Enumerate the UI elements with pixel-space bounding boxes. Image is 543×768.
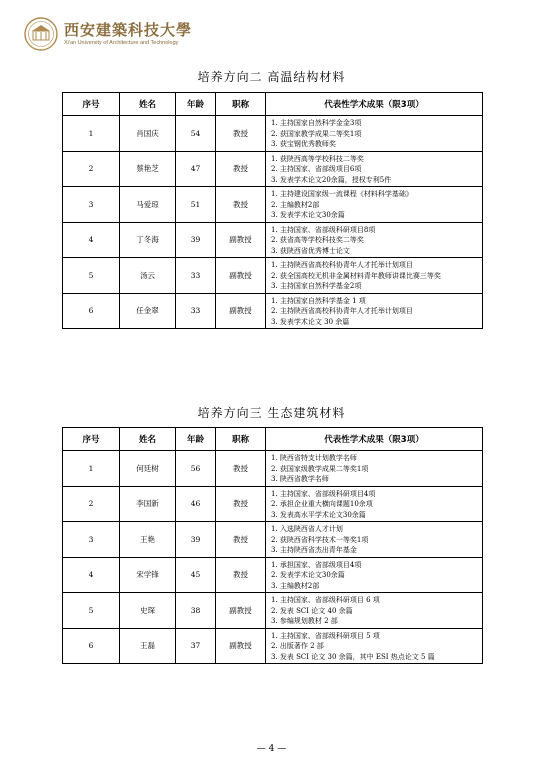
achievement-item: 1. 主持国家、省部级科研项目8项 [271,225,376,234]
column-header-number: 序号 [63,93,120,116]
column-header-name: 姓名 [120,428,176,451]
cell-title: 教授 [216,557,266,593]
cell-achievements [266,522,483,558]
achievement-item: 3. 主持国家自然科学基金2项 [271,282,362,290]
table-header-row [63,93,483,116]
cell-achievements [266,222,483,258]
table-header-row [63,428,483,451]
cell-achievements [266,593,483,629]
cell-name: 王磊 [120,628,176,664]
achievement-item: 3. 发表学术论文30余篇 [271,211,345,219]
cell-name: 马爱琼 [120,187,176,223]
university-header [24,14,192,54]
achievement-item: 3. 陕西省教学名师 [271,475,329,483]
achievement-item: 1. 主持国家自然科学金金3项 [271,119,362,127]
cell-age: 37 [176,628,216,664]
university-name: 西安建築科技大學 [64,21,193,39]
achievement-item: 3. 发表学术论文20余篇，授权专利5件 [271,175,392,184]
achievement-item: 3. 发表 SCI 论文 30 余篇，其中 ESI 热点论文 5 篇 [271,652,435,661]
cell-number: 2 [63,486,120,522]
table-row [63,187,483,223]
table-row [63,222,483,258]
achievement-item: 2. 主编教材2部 [271,200,320,209]
cell-age: 38 [176,593,216,629]
university-name-en: Xi'an University of Architecture and Technology [64,40,179,46]
achievement-item: 3. 主持陕西省杰出青年基金 [271,546,357,554]
table-row [63,151,483,187]
cell-number: 6 [63,628,120,664]
cell-number: 4 [63,557,120,593]
column-header-title: 职称 [216,428,266,451]
cell-age: 47 [176,151,216,187]
cell-name: 任金翠 [120,293,176,329]
cell-number: 3 [63,187,120,223]
cell-name: 王艳 [120,522,176,558]
column-header-name: 姓名 [120,93,176,116]
cell-title: 教授 [216,451,266,487]
achievement-item: 2. 获陕西省科学技术一等奖1项 [271,535,369,544]
table-row [63,486,483,522]
achievement-item: 1. 主持国家、省部级科研项目 5 项 [271,631,380,640]
column-header-achievements: 代表性学术成果（限3项） [266,93,483,116]
cell-age: 51 [176,187,216,223]
table-row [63,522,483,558]
achievement-item: 2. 获国家级教学成果二等奖1项 [271,464,369,473]
cell-age: 56 [176,451,216,487]
achievement-item: 1. 主持陕西省高校科协青年人才托举计划项目 [271,261,413,269]
cell-achievements [266,557,483,593]
cell-achievements [266,486,483,522]
achievement-item: 3. 获陕西省优秀博士论文 [271,246,350,255]
cell-age: 39 [176,222,216,258]
cell-number: 5 [63,258,120,294]
cell-achievements [266,151,483,187]
achievement-item: 1. 入选陕西省人才计划 [271,525,343,533]
column-header-age: 年龄 [176,428,216,451]
table-row [63,593,483,629]
cell-name: 何廷树 [120,451,176,487]
cell-title: 教授 [216,151,266,187]
achievement-item: 3. 主编教材2部 [271,581,320,590]
cell-age: 39 [176,522,216,558]
cell-number: 1 [63,451,120,487]
achievement-item: 2. 主持陕西省高校科协青年人才托举计划项目 [271,307,413,315]
achievement-item: 1. 主持建设国家级一流课程《材料科学基础》 [271,190,413,198]
achievement-item: 2. 发表学术论文30余篇 [271,571,345,579]
achievement-item: 2. 承担企业重大横向课题10余项 [271,500,373,508]
cell-name: 蔡艳芝 [120,151,176,187]
cell-name: 肖国庆 [120,116,176,152]
table-row [63,258,483,294]
achievement-item: 2. 获全国高校无机非金属材料青年教师讲课比赛三等奖 [271,271,441,280]
cell-name: 宋学锋 [120,557,176,593]
achievement-item: 3. 发表学术论文 30 余篇 [271,317,350,326]
cell-age: 54 [176,116,216,152]
page-number: — 4 — [256,744,287,754]
cell-title: 教授 [216,522,266,558]
cell-number: 1 [63,116,120,152]
section-title: 培养方向二 高温结构材料 [197,70,346,84]
achievement-item: 1. 承担国家、省部级项目4项 [271,560,362,569]
section-title: 培养方向三 生态建筑材料 [197,406,346,420]
cell-name: 李国新 [120,486,176,522]
table-row [63,628,483,664]
column-header-age: 年龄 [176,93,216,116]
cell-number: 2 [63,151,120,187]
column-header-title: 职称 [216,93,266,116]
cell-achievements [266,116,483,152]
table-row [63,293,483,329]
cell-title: 副教授 [216,258,266,294]
cell-achievements [266,451,483,487]
cell-age: 33 [176,293,216,329]
cell-age: 46 [176,486,216,522]
achievement-item: 1. 获陕西高等学校科技二等奖 [271,154,364,163]
cell-age: 33 [176,258,216,294]
cell-achievements [266,258,483,294]
cell-achievements [266,628,483,664]
cell-number: 6 [63,293,120,329]
cell-number: 3 [63,522,120,558]
cell-achievements [266,187,483,223]
achievement-item: 3. 获宝钢优秀教师奖 [271,140,336,148]
table-row [63,116,483,152]
table-row [63,557,483,593]
cell-number: 4 [63,222,120,258]
achievement-item: 2. 获国家教学成果二等奖1项 [271,129,362,138]
table-row [63,451,483,487]
achievement-item: 2. 获省高等学校科技奖二等奖 [271,236,364,244]
cell-title: 副教授 [216,628,266,664]
cell-title: 副教授 [216,293,266,329]
achievement-item: 2. 出版著作 2 部 [271,642,324,650]
achievement-item: 1. 主持国家、省部级科研项目 6 项 [271,596,380,604]
achievement-item: 2. 主持国家、省部级项目6项 [271,165,362,173]
cell-title: 副教授 [216,222,266,258]
cell-age: 45 [176,557,216,593]
achievement-item: 1. 主持国家、省部级科研项目4项 [271,489,376,498]
cell-name: 丁冬海 [120,222,176,258]
column-header-number: 序号 [63,428,120,451]
achievement-item: 3. 参编规划教材 2 部 [271,617,338,625]
faculty-table [62,92,483,329]
achievement-item: 3. 发表高水平学术论文30余篇 [271,510,366,519]
achievement-item: 2. 发表 SCI 论文 40 余篇 [271,606,353,615]
cell-title: 教授 [216,116,266,152]
university-logo-icon [24,17,58,51]
cell-name: 汤云 [120,258,176,294]
achievement-item: 1. 主持国家自然科学基金 1 项 [271,296,366,305]
cell-title: 副教授 [216,593,266,629]
cell-title: 教授 [216,187,266,223]
cell-number: 5 [63,593,120,629]
achievement-item: 1. 陕西省特支计划教学名师 [271,454,357,462]
faculty-table [62,427,483,664]
column-header-achievements: 代表性学术成果（限3项） [266,428,483,451]
cell-achievements [266,293,483,329]
cell-name: 史琛 [120,593,176,629]
cell-title: 教授 [216,486,266,522]
